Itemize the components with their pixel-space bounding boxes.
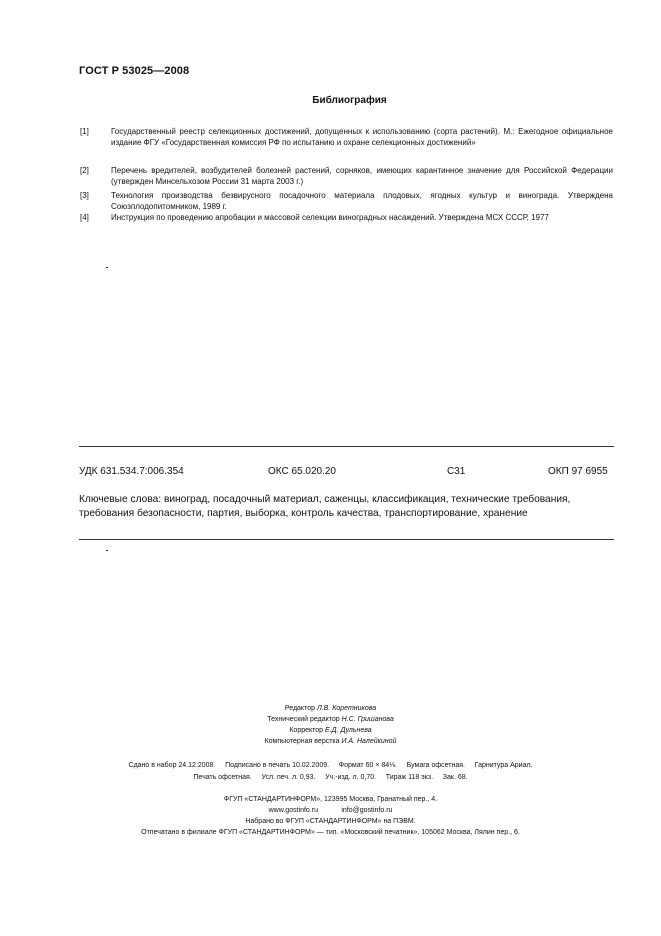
credit-corrector-name: Е.Д. Дульнева (325, 727, 372, 734)
credit-layout (0, 736, 661, 747)
oks-code: ОКС 65.020.20 (268, 466, 336, 477)
printed-note: Отпечатано в филиале ФГУП «СТАНДАРТИНФОРМ» — тип. «Московский печатник», 105062 Москва, Лялин пер., 6. (141, 829, 520, 836)
credit-corrector (0, 725, 661, 736)
bibliography-item-text: Технология производства безвирусного посадочного материала плодовых, ягодных культур и винограда. Утверждена Союзплодопитомником, 1989 г. (111, 191, 613, 211)
bibliography-title: Библиография (312, 95, 387, 106)
credit-corrector-label: Корректор (289, 727, 324, 734)
document-standard-number: ГОСТ Р 53025—2008 (79, 65, 190, 77)
publisher-contacts (0, 807, 661, 814)
credit-editor-name: Л.В. Коретникова (316, 705, 377, 712)
bibliography-item-number: [4] (80, 213, 89, 222)
bibliography-item-text: Инструкция по проведению апробации и массовой селекции виноградных насаждений. Утверждена МСХ СССР, 1977 (111, 213, 549, 222)
bibliography-item-number: [1] (80, 127, 89, 136)
credit-editor (0, 703, 661, 714)
bibliography-item (80, 191, 613, 213)
credit-tech-editor-name: Н.С. Гришанова (341, 716, 394, 723)
publisher-email: info@gostinfo.ru (341, 807, 393, 814)
bibliography-item-text: Перечень вредителей, возбудителей болезней растений, сорняков, имеющих карантинное значение для Российской Федерации (утвержден Минсельхозом России 31 марта 2003 г.) (111, 166, 613, 186)
divider-top (79, 446, 614, 447)
bibliography-item (80, 166, 613, 188)
scan-mark (106, 267, 108, 268)
udk-code: УДК 631.534.7:006.354 (79, 466, 184, 477)
bibliography-item-number: [2] (80, 166, 89, 175)
divider-bottom (79, 539, 614, 540)
publishing-line-1: Сдано в набор 24.12.2008. Подписано в печать 10.02.2009. Формат 60 × 84⅛. Бумага офсетная. Гарнитура Ариал. (128, 762, 533, 769)
credit-layout-name: И.А. Налейкиной (341, 738, 397, 745)
okp-code: ОКП 97 6955 (548, 466, 608, 477)
bibliography-item (80, 127, 613, 149)
publisher-website: www.gostinfo.ru (268, 807, 318, 814)
credit-tech-editor-label: Технический редактор (267, 716, 340, 723)
publisher-address: ФГУП «СТАНДАРТИНФОРМ», 123995 Москва, Гранатный пер., 4. (223, 796, 438, 803)
group-code: С31 (447, 466, 466, 477)
bibliography-item (80, 213, 613, 224)
bibliography-item-text: Государственный реестр селекционных достижений, допущенных к использованию (сорта растений). М.: Ежегодное официальное издание ФГУ «Государственная комиссия РФ по испытанию и охране селекционных достижений» (111, 127, 613, 147)
credit-editor-label: Редактор (284, 705, 315, 712)
publishing-line-2: Печать офсетная. Усл. печ. л. 0,93. Уч.-изд. л. 0,70. Тираж 118 экз. Зак. 68. (193, 774, 468, 781)
typeset-note: Набрано во ФГУП «СТАНДАРТИНФОРМ» на ПЭВМ. (245, 818, 416, 825)
scan-mark (106, 550, 108, 551)
bibliography-item-number: [3] (80, 191, 89, 200)
credit-layout-label: Компьютерная верстка (264, 738, 340, 745)
credit-tech-editor (0, 714, 661, 725)
keywords: Ключевые слова: виноград, посадочный материал, саженцы, классификация, технические требования, требования безопасности, партия, выборка, контроль качества, транспортирование, хранение (79, 494, 571, 519)
